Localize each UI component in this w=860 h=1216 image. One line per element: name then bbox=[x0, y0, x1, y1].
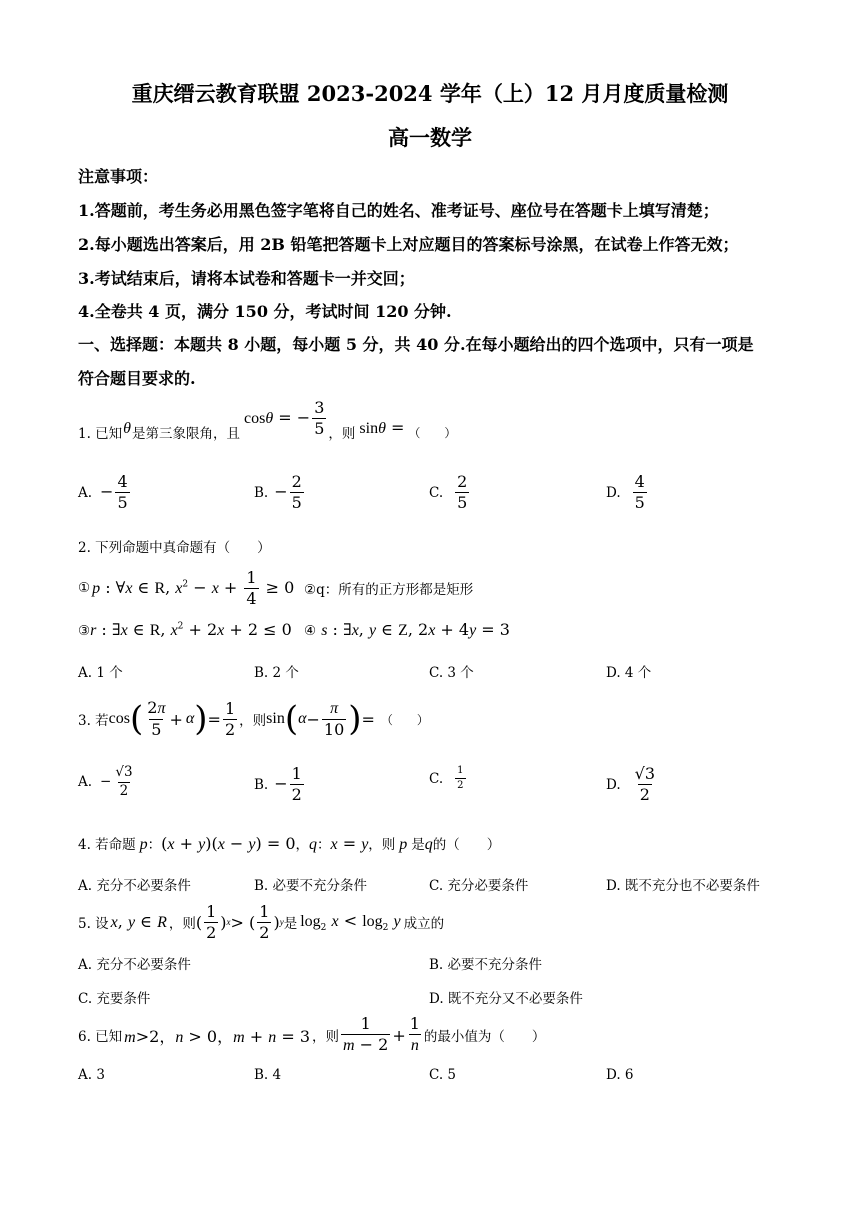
q1-sin-expression: sinθ = bbox=[359, 418, 405, 437]
notice-item: 2.每小题选出答案后，用 2B 铅笔把答题卡上对应题目的答案标号涂黑，在试卷上作答无效； bbox=[78, 235, 739, 254]
q1-option-d: D. $\frac{4}{5}$ bbox=[606, 472, 645, 512]
q2-proposition-2: ②q：所有的正方形都是矩形 bbox=[304, 582, 474, 598]
page-subtitle: 高一数学 bbox=[388, 125, 472, 150]
theta-symbol: θ bbox=[123, 420, 132, 437]
q5-option-b: B. 必要不充分条件 bbox=[429, 957, 543, 973]
q3-option-c: C. $\frac{1}{2}$ bbox=[429, 765, 464, 791]
q2-proposition-4: ④ s : ∃x, y ∈ Z, 2x + 4y = 3 bbox=[304, 620, 510, 639]
question-5: 5. 设 x, y ∈ R ，则 ( $\frac{1}{2}$ ) x > ( $\frac{1}{2}$ ) y 是 $\log_2 x < \log_2 y$ 成立的 bbox=[78, 901, 445, 942]
q2-option-b: B. 2 个 bbox=[254, 665, 299, 681]
page-title: 重庆缙云教育联盟 2023-2024 学年（上）12 月月度质量检测 bbox=[131, 81, 729, 106]
section-heading-cont: 符合题目要求的. bbox=[78, 369, 196, 388]
q2-proposition-3: ③r : ∃x ∈ R, $x^2 + 2x + 2 \le 0$ bbox=[78, 620, 292, 639]
q1-option-b: B. − $\frac{2}{5}$ bbox=[254, 472, 302, 512]
q3-option-b: B. − $\frac{1}{2}$ bbox=[254, 764, 302, 804]
q5-option-c: C. 充要条件 bbox=[78, 991, 151, 1007]
section-heading: 一、选择题：本题共 8 小题，每小题 5 分，共 40 分.在每小题给出的四个选项中，只有一项是 bbox=[78, 335, 754, 354]
q2-option-c: C. 3 个 bbox=[429, 665, 474, 681]
q2-proposition-1: ① p : ∀x ∈ R, $x^2 - x$ + $\frac{1}{4}$ ≥ 0 bbox=[78, 567, 295, 608]
q6-option-a: A. 3 bbox=[78, 1067, 105, 1083]
q2-option-d: D. 4 个 bbox=[606, 665, 652, 681]
q1-cos-condition: cosθ = − $\frac{3}{5}$ bbox=[244, 397, 325, 438]
q6-option-b: B. 4 bbox=[254, 1067, 282, 1083]
question-1 bbox=[78, 397, 457, 460]
q4-option-a: A. 充分不必要条件 bbox=[78, 878, 191, 894]
q1-blank: （ ） bbox=[408, 425, 457, 440]
notice-item: 3.考试结束后，请将本试卷和答题卡一并交回； bbox=[78, 269, 415, 288]
q5-option-d: D. 既不充分又不必要条件 bbox=[429, 991, 583, 1007]
q4-option-d: D. 既不充分也不必要条件 bbox=[606, 878, 760, 894]
question-3: 3. 若 cos ( $\frac{2\pi}{5}$ + α ) = $\frac{1}{2}$ ，则 sin ( α − $\frac{\pi}{10}$ ) = （ ） bbox=[78, 698, 429, 739]
q5-option-a: A. 充分不必要条件 bbox=[78, 957, 191, 973]
q1-option-c: C. $\frac{2}{5}$ bbox=[429, 472, 468, 512]
question-2-stem: 2. 下列命题中真命题有（ ） bbox=[78, 540, 271, 556]
q3-option-d: D. $\frac{√3}{2}$ bbox=[606, 764, 656, 804]
notice-item: 1.答题前，考生务必用黑色签字笔将自己的姓名、准考证号、座位号在答题卡上填写清楚； bbox=[78, 201, 719, 220]
question-6: 6. 已知 m>2，n > 0，m + n = 3 ，则 $\frac{1}{m - 2}$ + $\frac{1}{n}$ 的最小值为（ ） bbox=[78, 1014, 546, 1054]
q1-option-a: A. − $\frac{4}{5}$ bbox=[78, 472, 128, 512]
q1-mid: 是第三象限角，且 bbox=[132, 426, 241, 442]
question-4: 4. 若命题 p：(x + y)(x − y) = 0，q：x = y，则 p 是q的（ ） bbox=[78, 834, 501, 853]
notice-item: 4.全卷共 4 页，满分 150 分，考试时间 120 分钟. bbox=[78, 302, 452, 321]
q4-option-c: C. 充分必要条件 bbox=[429, 878, 529, 894]
notice-heading: 注意事项： bbox=[78, 167, 159, 186]
q1-then: ，则 bbox=[328, 426, 356, 442]
q1-prefix: 1. 已知 bbox=[78, 426, 123, 442]
q6-option-c: C. 5 bbox=[429, 1067, 457, 1083]
q6-option-d: D. 6 bbox=[606, 1067, 634, 1083]
q2-option-a: A. 1 个 bbox=[78, 665, 123, 681]
q4-option-b: B. 必要不充分条件 bbox=[254, 878, 368, 894]
q3-option-a: A. − $\frac{√3}{2}$ bbox=[78, 764, 133, 799]
